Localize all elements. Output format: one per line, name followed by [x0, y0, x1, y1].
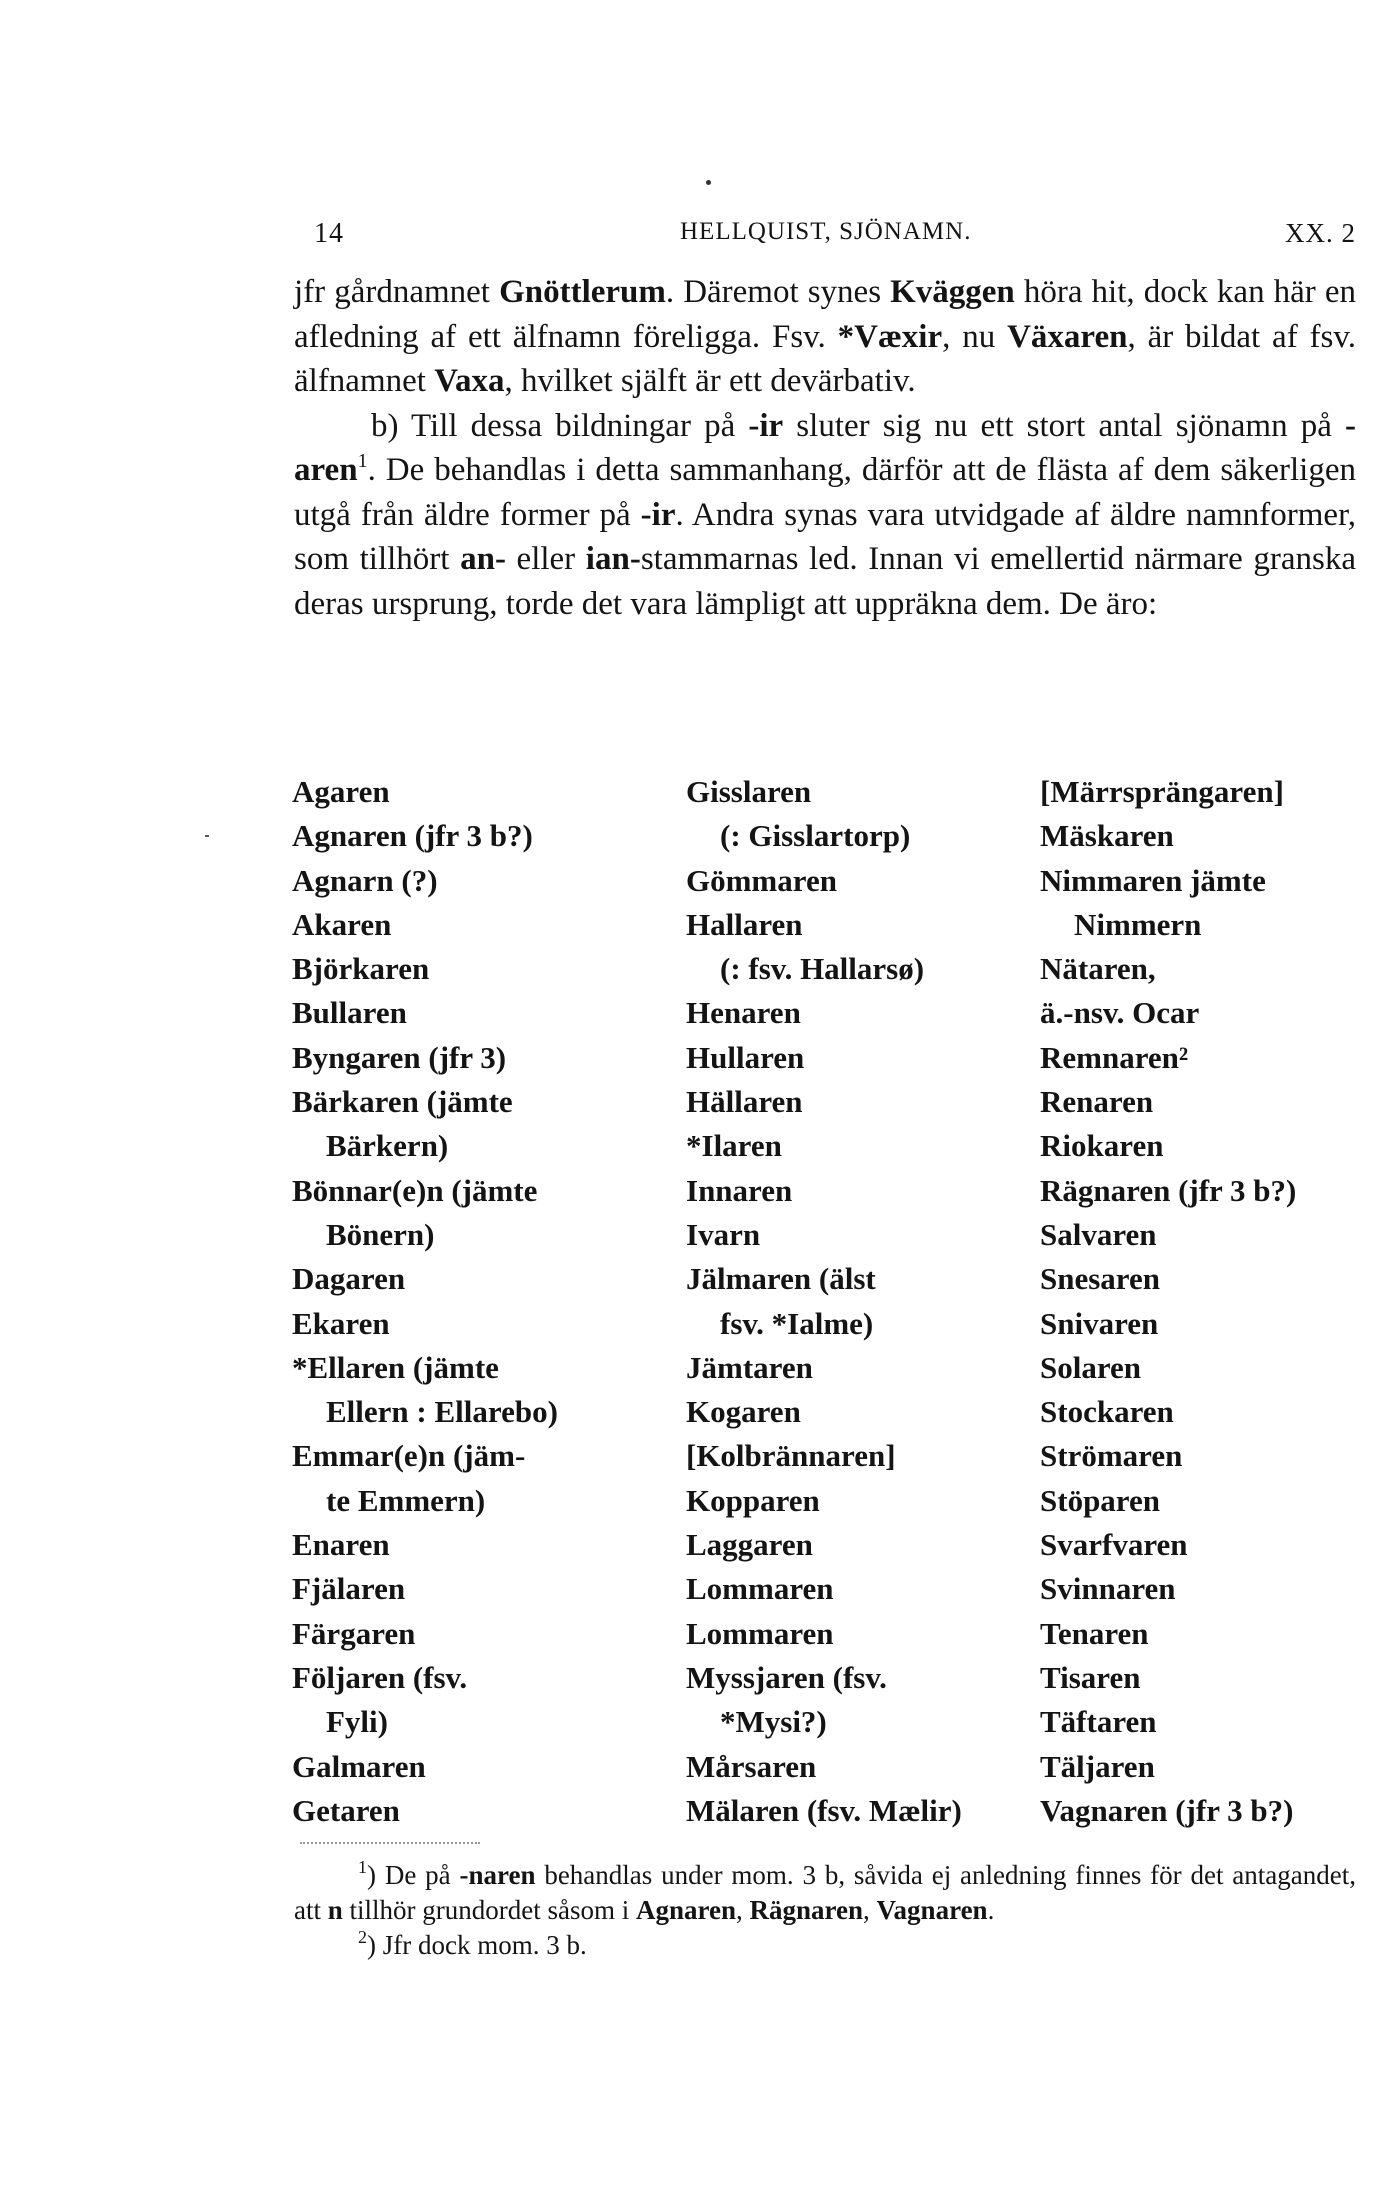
list-item: Strömaren — [1040, 1438, 1183, 1474]
text-run: eller — [505, 541, 586, 577]
list-item: *Ellaren (jämte — [292, 1349, 499, 1385]
list-item: Bönnar(e)n (jämte — [292, 1172, 538, 1208]
suffix: -ir — [748, 407, 784, 444]
footnote-number: 2 — [358, 1927, 367, 1947]
list-item: Täljaren — [1040, 1748, 1155, 1784]
list-item: Solaren — [1040, 1349, 1142, 1385]
place-name: Gnöttlerum — [499, 274, 666, 310]
text-run: , nu — [942, 318, 1008, 355]
text-run: ) De på — [367, 1860, 460, 1890]
list-item: Byngaren (jfr 3) — [292, 1039, 507, 1075]
list-item: Salvaren — [1040, 1216, 1157, 1252]
page-header — [0, 218, 1400, 258]
text-run: jfr gårdnamnet — [294, 274, 500, 310]
list-item: Laggaren — [686, 1527, 813, 1563]
text-run: , — [736, 1895, 750, 1925]
suffix: an- — [460, 541, 506, 577]
list-item: Följaren (fsv. — [292, 1659, 468, 1695]
list-item: Enaren — [292, 1527, 390, 1563]
paragraph-2 — [294, 404, 1356, 627]
list-column-2 — [686, 770, 962, 1833]
list-item: Stockaren — [1040, 1394, 1174, 1430]
list-item: Jälmaren (älst — [686, 1261, 876, 1297]
list-column-3 — [1040, 770, 1296, 1833]
list-item: Stöparen — [1040, 1482, 1161, 1518]
list-item: Fyli) — [326, 1704, 388, 1740]
list-item: Snesaren — [1040, 1261, 1161, 1297]
list-item: Mårsaren — [686, 1748, 817, 1784]
list-item: Bärkaren (jämte — [292, 1084, 513, 1120]
list-item: (: Gisslartorp) — [720, 818, 911, 854]
list-item: Jämtaren — [686, 1349, 813, 1385]
list-item: [Märrsprängaren] — [1040, 774, 1284, 809]
list-item: Tisaren — [1040, 1659, 1141, 1695]
list-item: Henaren — [686, 995, 801, 1031]
list-item: Emmar(e)n (jäm- — [292, 1438, 526, 1474]
text-run: . — [987, 1895, 995, 1925]
list-item: Hällaren — [686, 1084, 803, 1120]
body-text — [294, 270, 1356, 626]
list-item: Svarfvaren — [1040, 1527, 1188, 1563]
list-item: Svinnaren — [1040, 1571, 1176, 1607]
list-item: *Ilaren — [686, 1128, 782, 1164]
letter: n — [327, 1895, 343, 1925]
page-number: 14 — [314, 218, 344, 249]
footnote-1 — [294, 1858, 1356, 1928]
list-item: Remnaren² — [1040, 1039, 1189, 1075]
place-name: *Væxir — [837, 318, 943, 355]
footnote-2 — [294, 1928, 1356, 1963]
suffix: -ir — [640, 496, 676, 533]
list-item: Nimmern — [1074, 906, 1202, 942]
place-name: Vaxa — [434, 363, 505, 399]
text-run: . Däremot synes — [665, 274, 891, 310]
list-column-1 — [292, 770, 558, 1833]
list-item: Agnarn (?) — [292, 862, 438, 898]
list-item: Mälaren (fsv. Mælir) — [686, 1792, 962, 1828]
list-item: fsv. *Ialme) — [720, 1305, 874, 1341]
list-item: Snivaren — [1040, 1305, 1159, 1341]
list-item: te Emmern) — [326, 1482, 486, 1518]
list-item: Färgaren — [292, 1615, 416, 1651]
list-item: Mäskaren — [1040, 818, 1174, 854]
footnote-rule — [300, 1842, 480, 1844]
footnotes — [294, 1858, 1356, 1963]
paragraph-1 — [294, 270, 1356, 404]
list-item: (: fsv. Hallarsø) — [720, 951, 925, 987]
page-mark — [706, 180, 711, 185]
text-run: behandlas under mom. 3 b, såvida ej anledning finnes för det antagandet, att — [294, 1860, 1356, 1925]
suffix: -aren — [294, 407, 1356, 488]
text-run: b) Till dessa bildningar på — [371, 407, 749, 444]
running-title: HELLQUIST, SJÖNAMN. — [680, 218, 972, 245]
list-item: Bönern) — [326, 1216, 435, 1252]
list-item: Lommaren — [686, 1615, 834, 1651]
suffix: ian- — [585, 541, 641, 577]
place-name: Agnaren — [636, 1895, 737, 1925]
text-run: , är bildat af fsv. älfnamnet — [294, 318, 1356, 399]
text-run: , hvilket själft är ett devärbativ. — [504, 363, 916, 399]
suffix: -naren — [459, 1860, 536, 1890]
list-item: Kopparen — [686, 1482, 820, 1518]
list-item: Nätaren, — [1040, 951, 1156, 987]
place-name: Rägnaren — [749, 1895, 864, 1925]
text-run: tillhör grundordet såsom i — [342, 1895, 636, 1925]
list-item: Galmaren — [292, 1748, 426, 1784]
list-item: Bullaren — [292, 995, 407, 1031]
list-item: Vagnaren (jfr 3 b?) — [1040, 1792, 1294, 1828]
list-item: Riokaren — [1040, 1128, 1164, 1164]
list-item: Rägnaren (jfr 3 b?) — [1040, 1172, 1297, 1208]
list-item: Fjälaren — [292, 1571, 406, 1607]
list-item: Hallaren — [686, 906, 803, 942]
text-run: stammarnas led. Innan vi emellertid närmare granska deras ursprung, torde det vara lämpligt att uppräkna dem. De äro: — [294, 541, 1357, 622]
list-item: Ekaren — [292, 1305, 390, 1341]
text-run: höra hit, dock kan här en afledning af ett älfnamn föreligga. Fsv. — [294, 274, 1356, 355]
text-run: , — [863, 1895, 877, 1925]
place-name: Växaren — [1007, 318, 1128, 355]
place-name: Kväggen — [890, 274, 1015, 310]
list-item: Täftaren — [1040, 1704, 1157, 1740]
margin-mark — [205, 835, 209, 837]
list-item: Lommaren — [686, 1571, 834, 1607]
list-item: [Kolbrännaren] — [686, 1438, 896, 1474]
list-item: Gömmaren — [686, 862, 837, 898]
place-name: Vagnaren — [876, 1895, 988, 1925]
list-item: Myssjaren (fsv. — [686, 1659, 887, 1695]
list-item: Gisslaren — [686, 774, 812, 809]
list-item: ä.-nsv. Ocar — [1040, 995, 1200, 1031]
text-run: . Andra synas vara utvidgade af äldre namnformer, som tillhört — [294, 496, 1356, 577]
list-item: Agaren — [292, 774, 390, 809]
list-item: Agnaren (jfr 3 b?) — [292, 818, 533, 854]
list-item: Akaren — [292, 906, 392, 942]
list-item: Nimmaren jämte — [1040, 862, 1266, 898]
text-run: sluter sig nu ett stort antal sjönamn på — [783, 407, 1345, 444]
list-item: *Mysi?) — [720, 1704, 827, 1740]
list-item: Innaren — [686, 1172, 793, 1208]
list-item: Renaren — [1040, 1084, 1154, 1120]
list-item: Dagaren — [292, 1261, 406, 1297]
footnote-ref: 1 — [357, 450, 368, 472]
list-item: Ivarn — [686, 1216, 761, 1252]
list-item: Getaren — [292, 1792, 400, 1828]
list-item: Kogaren — [686, 1394, 801, 1430]
list-item: Bärkern) — [326, 1128, 449, 1164]
text-run: . De behandlas i detta sammanhang, därför att de flästa af dem säkerligen utgå från äldre former på — [294, 452, 1356, 533]
text-run: ) Jfr dock mom. 3 b. — [367, 1930, 587, 1960]
list-item: Björkaren — [292, 951, 430, 987]
footnote-number: 1 — [358, 1857, 367, 1877]
list-item: Hullaren — [686, 1039, 805, 1075]
section-number: XX. 2 — [1285, 218, 1356, 248]
list-item: Ellern : Ellarebo) — [326, 1394, 558, 1430]
list-item: Tenaren — [1040, 1615, 1149, 1651]
